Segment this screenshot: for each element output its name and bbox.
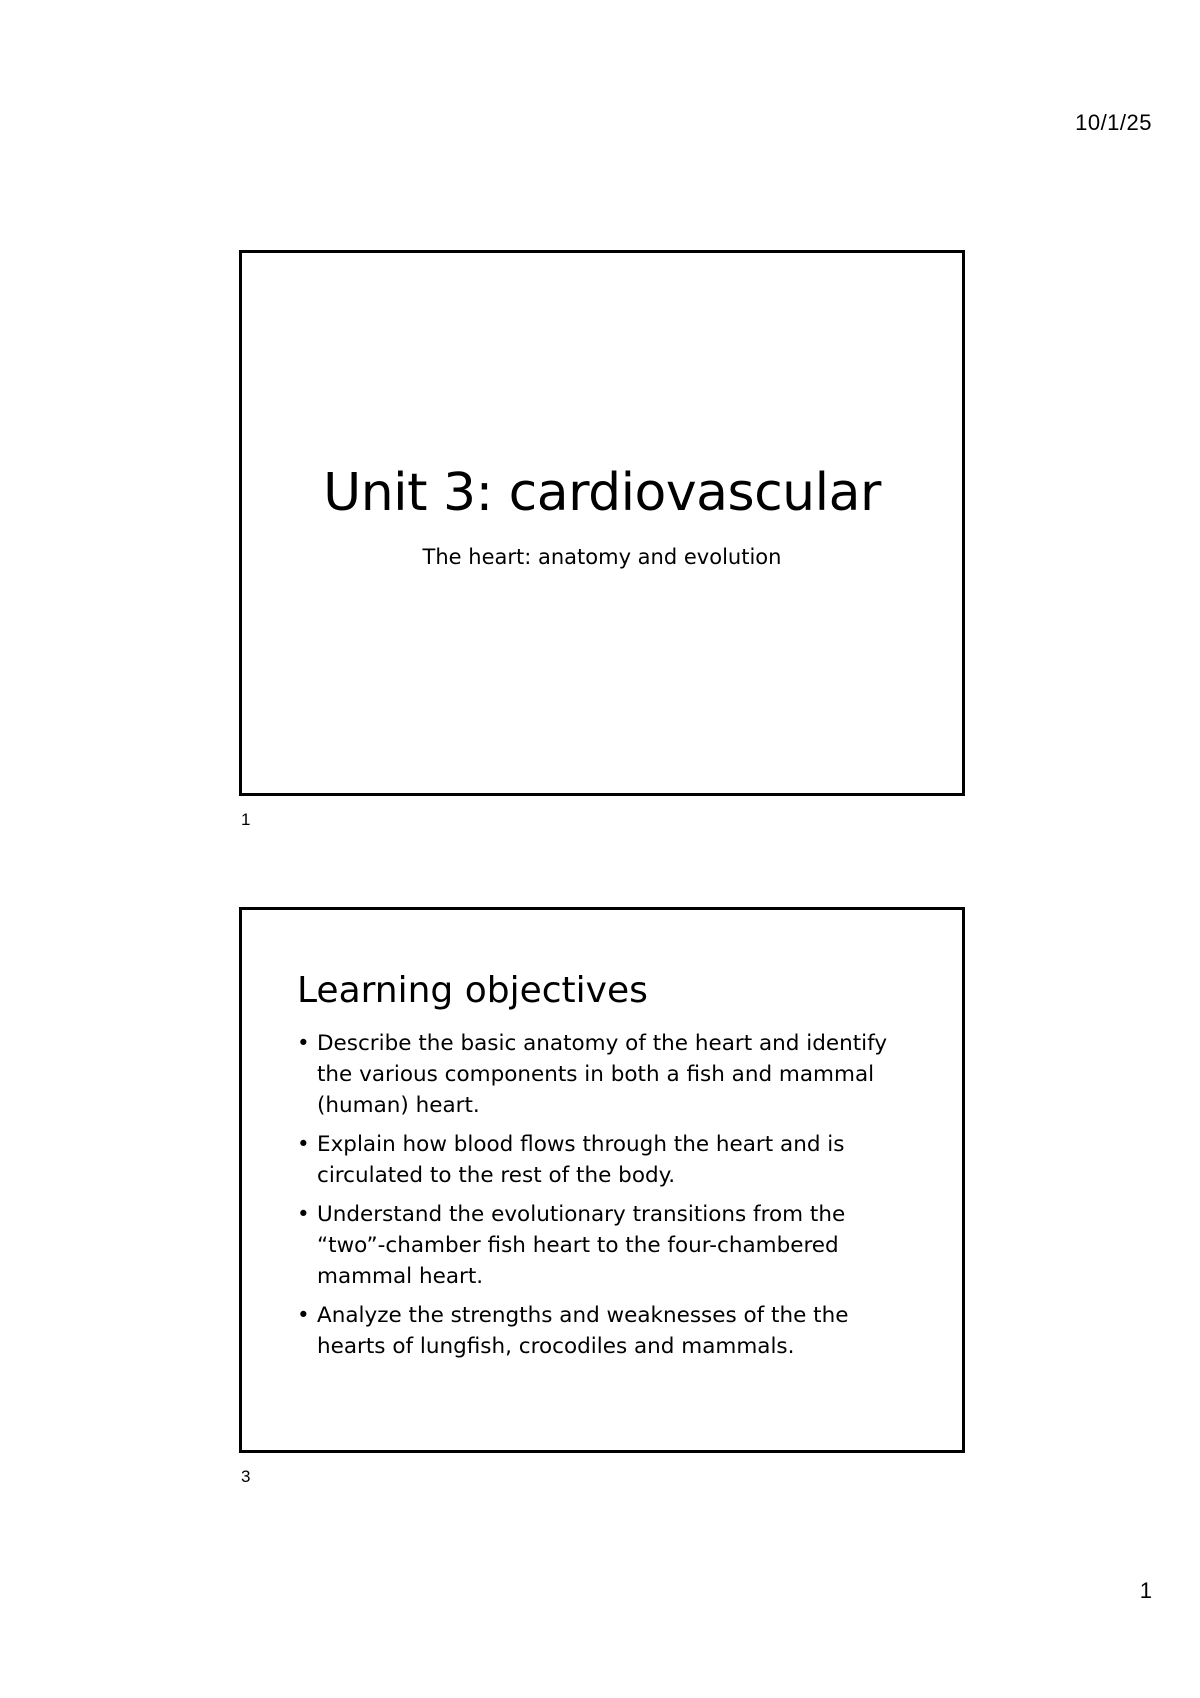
page-number: 1 [1139,1578,1152,1603]
list-item-text: Explain how blood flows through the heart and is circulated to the rest of the body. [317,1132,845,1188]
bullet-icon: • [297,1303,310,1328]
list-item [297,1129,907,1191]
list-item [297,1300,907,1362]
slide-thumbnail-1 [239,250,965,796]
slide-number: 3 [241,1467,251,1486]
bullet-icon: • [297,1031,310,1056]
bullet-icon: • [297,1132,310,1157]
slide-heading: Learning objectives [297,970,648,1011]
page-date: 10/1/25 [1075,110,1152,135]
slide-subtitle: The heart: anatomy and evolution [422,545,782,569]
list-item-text: Analyze the strengths and weaknesses of the the hearts of lungfish, crocodiles and mammals. [317,1303,849,1359]
slide-title: Unit 3: cardiovascular [323,463,881,523]
bullet-icon: • [297,1202,310,1227]
list-item [297,1199,907,1292]
slide-thumbnail-3 [239,907,965,1453]
list-item-text: Describe the basic anatomy of the heart and identify the various components in both a fish and mammal (human) heart. [317,1031,888,1118]
list-item-text: Understand the evolutionary transitions from the “two”-chamber fish heart to the four-chambered mammal heart. [317,1202,846,1289]
slide-number: 1 [241,810,251,829]
objectives-list [297,1028,907,1370]
list-item [297,1028,907,1121]
